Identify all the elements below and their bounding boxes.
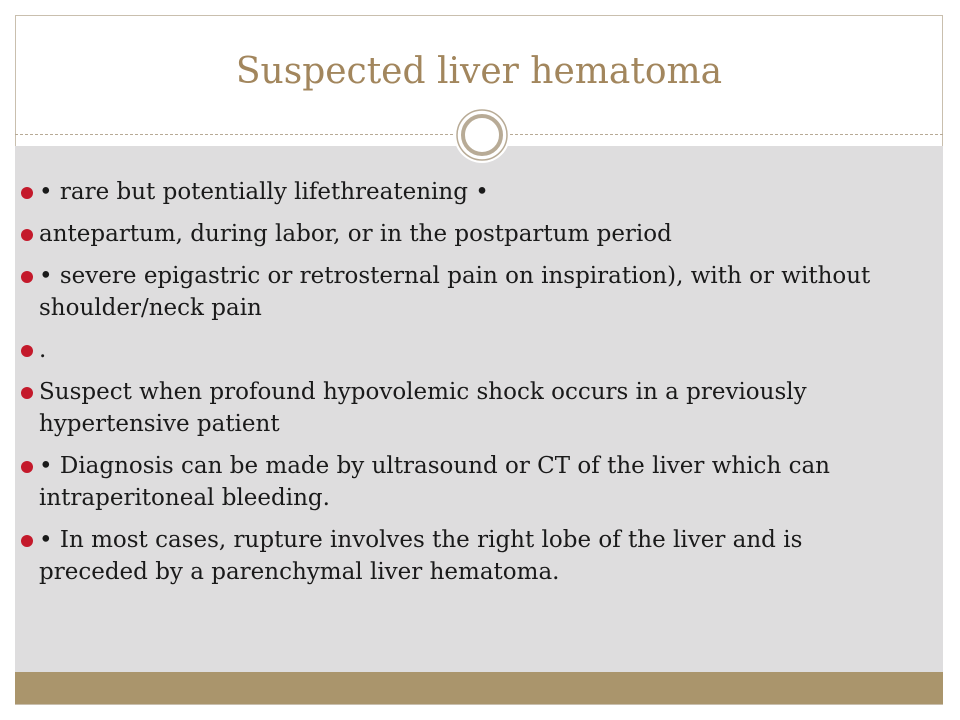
bullet-item [15, 260, 915, 324]
bullet-dot-icon [21, 461, 33, 473]
bullet-item [15, 450, 915, 514]
slide-title: Suspected liver hematoma [235, 51, 723, 92]
bullet-text: antepartum, during labor, or in the postpartum period [39, 221, 672, 247]
bullet-text: Suspect when profound hypovolemic shock occurs in a previously hypertensive patient [39, 379, 807, 437]
bullet-item [15, 376, 915, 440]
bullet-dot-icon [21, 271, 33, 283]
bullet-text: • Diagnosis can be made by ultrasound or CT of the liver which can intraperitoneal bleeding. [39, 453, 830, 511]
bullet-dot-icon [21, 345, 33, 357]
bullet-text: • severe epigastric or retrosternal pain on inspiration), with or without shoulder/neck pain [39, 263, 871, 321]
bullet-list [15, 176, 915, 598]
double-ring-icon [454, 107, 510, 163]
bullet-text: . [39, 337, 47, 363]
bullet-dot-icon [21, 187, 33, 199]
bullet-text: • rare but potentially lifethreatening • [39, 179, 489, 205]
bullet-dot-icon [21, 535, 33, 547]
bullet-text: • In most cases, rupture involves the right lobe of the liver and is preceded by a parenchymal liver hematoma. [39, 527, 803, 585]
bullet-dot-icon [21, 387, 33, 399]
footer-bar [15, 672, 943, 704]
bullet-item [15, 334, 915, 366]
bullet-item [15, 176, 915, 208]
bullet-item [15, 524, 915, 588]
bullet-item [15, 218, 915, 250]
bullet-dot-icon [21, 229, 33, 241]
content-panel [15, 146, 943, 672]
